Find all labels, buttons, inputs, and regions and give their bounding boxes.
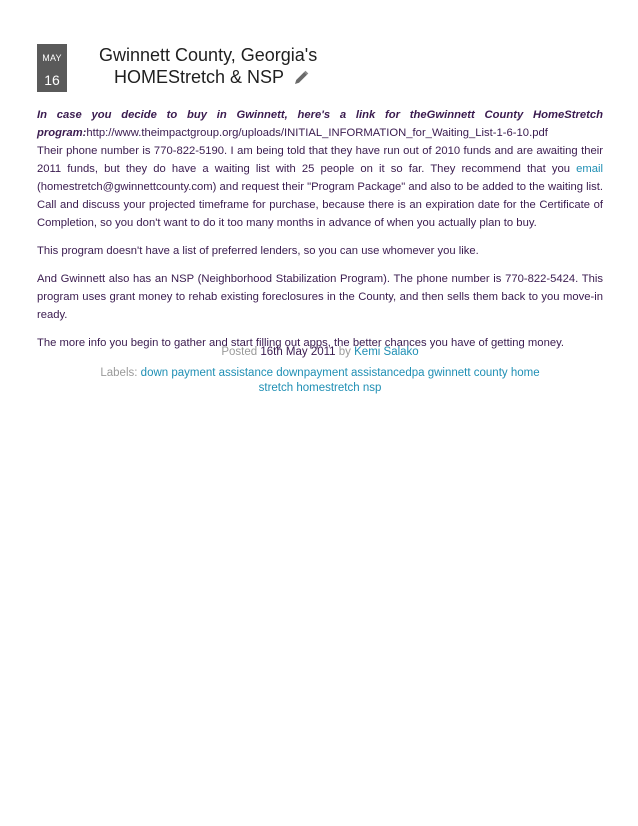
- post-title-line-1[interactable]: Gwinnett County, Georgia's: [99, 45, 318, 65]
- label-link[interactable]: gwinnett county home stretch: [258, 367, 540, 394]
- date-month: MAY: [42, 53, 62, 63]
- post-footer: [37, 345, 603, 360]
- post-title[interactable]: [99, 44, 317, 88]
- intro-paragraph: [37, 106, 603, 232]
- phone-text-2: (homestretch@gwinnettcounty.com) and request their "Program Package" and also to be added to the waiting list. Call and discuss your projected timeframe for purchase, because there is an expiration date for the Certificate of Completion, so you don't want to do it too many months in advance of when you actually plan to buy.: [37, 181, 603, 229]
- post-body: [37, 106, 603, 352]
- intro-lead-text: In case you decide to buy in Gwinnett, here's a link for the: [37, 109, 427, 121]
- author-link[interactable]: Kemi Salako: [354, 346, 419, 358]
- posted-label: Posted: [221, 346, 258, 358]
- pencil-icon[interactable]: [292, 69, 310, 87]
- by-label: by: [338, 346, 351, 358]
- nsp-paragraph: And Gwinnett also has an NSP (Neighborhood Stabilization Program). The phone number is 770-822-5424. This program uses grant money to rehab existing foreclosures in the County, and then sells them back to you move-in ready.: [37, 273, 603, 321]
- label-link[interactable]: nsp: [362, 382, 382, 394]
- label-link[interactable]: downpayment assistancedpa: [276, 367, 425, 379]
- phone-text-1: Their phone number is 770-822-5190. I am being told that they have run out of 2010 funds and are awaiting their 2011 funds, but they do have a waiting list with 25 people on it so far. They recommend that you: [37, 145, 603, 175]
- lenders-paragraph: This program doesn't have a list of preferred lenders, so you can use whomever you like.: [37, 245, 479, 257]
- program-name-text: Gwinnett County HomeStretch program:: [37, 109, 603, 139]
- date-badge: [37, 44, 67, 92]
- labels-prefix: Labels:: [100, 367, 138, 379]
- date-day: 16: [44, 72, 60, 88]
- email-link[interactable]: email: [576, 163, 603, 175]
- label-link[interactable]: down payment assistance: [140, 367, 273, 379]
- pencil-icon-svg: [292, 69, 310, 87]
- label-link[interactable]: homestretch: [296, 382, 360, 394]
- post-title-line-2-text[interactable]: HOMEStretch & NSP: [114, 67, 284, 87]
- posted-date: 16th May 2011: [260, 346, 336, 358]
- post-title-line-2[interactable]: [99, 66, 317, 88]
- labels-section: [90, 366, 550, 396]
- closing-paragraph: The more info you begin to gather and start filling out apps, the better chances you have of getting money.: [37, 337, 564, 349]
- program-url-text: http://www.theimpactgroup.org/uploads/INITIAL_INFORMATION_for_Waiting_List-1-6-10.pdf: [86, 127, 548, 139]
